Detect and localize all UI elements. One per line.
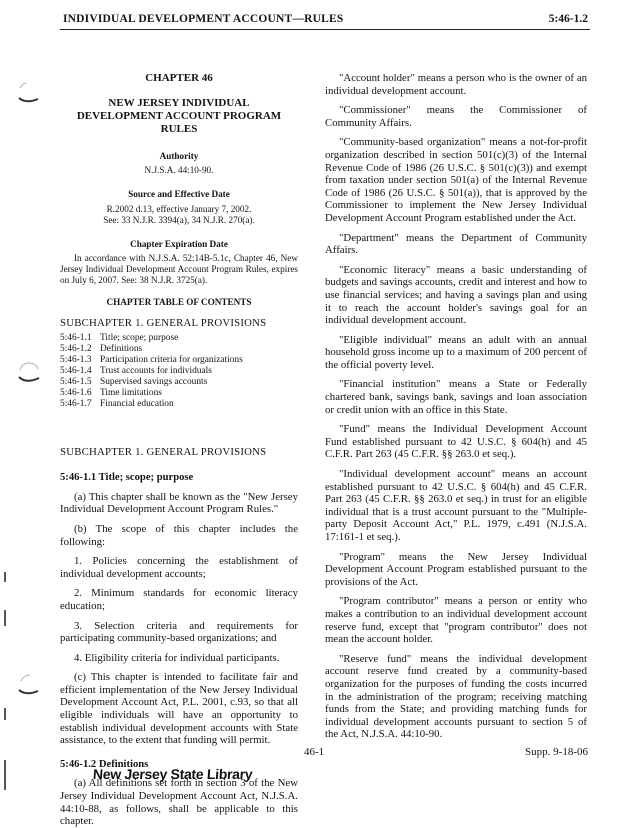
section-1-2-a: (a) All definitions set forth in section 3 of the New Jersey Individual Development Account Act, N.J.S.A. 44:10-88, as follows, shall be applicable to this chapter. <box>60 777 298 828</box>
toc-entry[interactable]: 5:46-1.4 Trust accounts for individuals <box>60 365 212 376</box>
toc-subchapter: SUBCHAPTER 1. GENERAL PROVISIONS <box>60 316 267 329</box>
section-1-1-b-3: 3. Selection criteria and requirements for participating community-based organizations; and <box>60 619 298 645</box>
toc-entry[interactable]: 5:46-1.7 Financial education <box>60 398 174 409</box>
definition-paragraph: "Fund" means the Individual Development Account Fund established pursuant to 42 U.S.C. § 604(h) and 45 C.F.R. Part 263 (45 C.F.R. §§ 263.0 et seq.). <box>325 423 587 461</box>
toc-entry[interactable]: 5:46-1.1 Title; scope; purpose <box>60 332 179 343</box>
authority-heading: Authority <box>159 150 199 161</box>
margin-scan-mark <box>4 708 6 720</box>
chapter-title: NEW JERSEY INDIVIDUAL DEVELOPMENT ACCOUNT PROGRAM RULES <box>76 96 282 135</box>
toc-entry[interactable]: 5:46-1.3 Participation criteria for organizations <box>60 354 243 365</box>
hole-punch-mark <box>16 80 42 106</box>
toc-heading: CHAPTER TABLE OF CONTENTS <box>106 297 252 308</box>
section-1-1-b-1: 1. Policies concerning the establishment of individual development accounts; <box>60 555 298 580</box>
toc-entry[interactable]: 5:46-1.6 Time limitations <box>60 387 162 398</box>
expiration-text: In accordance with N.J.S.A. 52:14B-5.1c, Chapter 46, New Jersey Individual Development Account Program Rules, expires on July 6, 2007. See: 38 N.J.R. 3725(a). <box>60 253 298 286</box>
right-column <box>325 72 587 741</box>
source-text-2: See: 33 N.J.R. 3394(a), 34 N.J.R. 270(a). <box>103 214 255 225</box>
definition-paragraph: "Financial institution" means a State or Federally chartered bank, savings bank, savings and loan association or credit union with an office in this State. <box>325 378 587 416</box>
margin-scan-mark <box>4 572 6 582</box>
section-1-2-heading: 5:46-1.2 Definitions <box>60 758 149 770</box>
section-1-1-b: (b) The scope of this chapter includes the following: <box>60 522 298 548</box>
toc-entry[interactable]: 5:46-1.2 Definitions <box>60 343 143 354</box>
definition-paragraph: "Commissioner" means the Commissioner of Community Affairs. <box>325 104 587 129</box>
definition-paragraph: "Eligible individual" means an adult with an annual household gross income up to a maximum of 200 percent of the official poverty level. <box>325 333 587 371</box>
definition-paragraph: "Department" means the Department of Community Affairs. <box>325 231 587 257</box>
expiration-heading: Chapter Expiration Date <box>130 238 228 249</box>
section-1-1-b-4: 4. Eligibility criteria for individual participants. <box>74 651 280 664</box>
header-rule <box>60 29 590 30</box>
definition-paragraph: "Individual development account" means an account established pursuant to 42 U.S.C. § 604(h) and 45 C.F.R. Part 263 (45 C.F.R. §§ 263.0 et seq.) in trust for an eligible individual that is a trust account pursuant to the "Multiple-party Deposit Account Act," P.L. 1979, c.491 (N.J.S.A. 17:161-1 et seq.). <box>325 468 587 543</box>
toc-entry[interactable]: 5:46-1.5 Supervised savings accounts <box>60 376 208 387</box>
running-header-section: 5:46-1.2 <box>548 13 588 25</box>
source-text-1: R.2002 d.13, effective January 7, 2002. <box>106 203 252 214</box>
margin-scan-mark <box>4 610 6 626</box>
authority-text: N.J.S.A. 44:10-90. <box>144 165 214 176</box>
subchapter-heading: SUBCHAPTER 1. GENERAL PROVISIONS <box>60 445 267 458</box>
definition-paragraph: "Economic literacy" means a basic understanding of budgets and savings accounts, credit and interest and how to use financial services; and having a savings plan and using it to reach the account holder's savings goal for an individual development account. <box>325 263 587 327</box>
margin-scan-mark <box>4 760 6 790</box>
supplement-date: Supp. 9-18-06 <box>525 746 588 758</box>
definition-paragraph: "Account holder" means a person who is the owner of an individual development account. <box>325 72 587 97</box>
section-1-1-heading: 5:46-1.1 Title; scope; purpose <box>60 472 194 484</box>
source-heading: Source and Effective Date <box>128 189 230 200</box>
left-column <box>60 72 298 828</box>
definition-paragraph: "Reserve fund" means the individual development account reserve fund created by a community-based organization for the purposes of funding the costs incurred in the administration of the program; receiving matching funds from the State; and providing matching funds for individual development accounts pursuant to section 5 of the Act, N.J.S.A. 44:10-90. <box>325 652 587 741</box>
section-1-1-b-2: 2. Minimum standards for economic literacy education; <box>60 587 298 612</box>
page-number: 46-1 <box>304 746 325 758</box>
definition-paragraph: "Program contributor" means a person or entity who makes a contribution to an individual development account reserve fund, except that "program contributor" does not mean the account holder. <box>325 595 587 646</box>
section-1-1-c: (c) This chapter is intended to facilitate fair and efficient implementation of the New Jersey Individual Development Account Act, P.L. 2001, c.93, so that all eligible individuals will have an opportunity to establish individual development accounts with State assistance, to the extent that funding will permit. <box>60 671 298 747</box>
chapter-number: CHAPTER 46 <box>145 72 213 84</box>
running-header-title: INDIVIDUAL DEVELOPMENT ACCOUNT—RULES <box>63 13 344 25</box>
section-1-1-a: (a) This chapter shall be known as the "New Jersey Individual Development Account Program Rules." <box>60 490 298 516</box>
hole-punch-mark <box>16 360 42 386</box>
definition-paragraph: "Community-based organization" means a not-for-profit organization described in section 501(c)(3) of the Internal Revenue Code of 1986 (26 U.S.C. § 501(c)(3)) and exempt from taxation under section 501(a) of the Internal Revenue Code of 1986 (26 U.S.C. § 501(a)), that is approved by the Commissioner to implement the New Jersey Individual Development Account Program established under the Act. <box>325 136 587 224</box>
definition-paragraph: "Program" means the New Jersey Individual Development Account Program established pursuant to the provisions of the Act. <box>325 550 587 588</box>
toc-list <box>60 333 298 410</box>
hole-punch-mark <box>16 672 42 698</box>
library-stamp: New Jersey State Library <box>92 766 253 782</box>
